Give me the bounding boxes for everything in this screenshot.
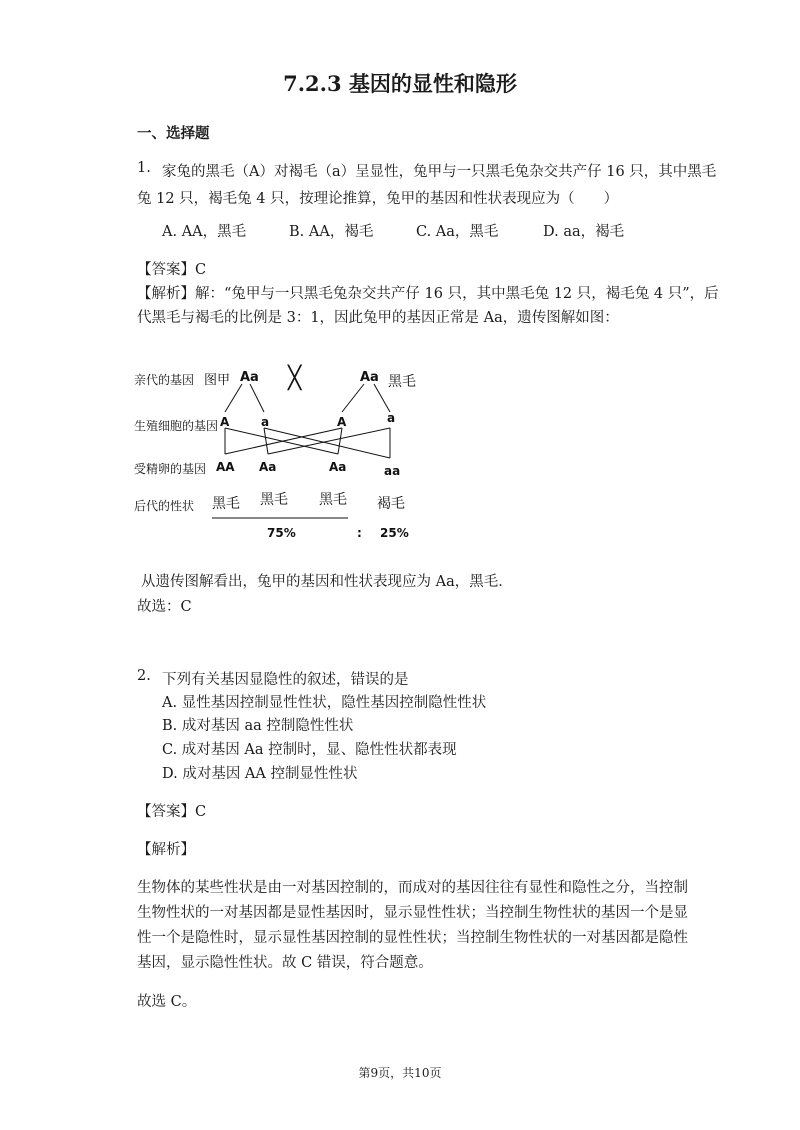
q2-analysis-line3: 性一个是隐性时，显示显性基因控制的显性性状；当控制生物性状的一对基因都是隐性 xyxy=(137,930,688,946)
page-footer: 第9页，共10页 xyxy=(358,1066,442,1080)
q1-option-d: D. aa，褐毛 xyxy=(543,224,625,240)
q1-answer: 【答案】C xyxy=(137,262,207,278)
parent-name-label: 图甲 xyxy=(204,373,231,388)
zygote-3: Aa xyxy=(329,460,347,474)
offspring-trait-2: 黑毛 xyxy=(260,492,288,508)
q1-analysis-line2: 代黑毛与褐毛的比例是 3：1，因此兔甲的基因正常是 Aa，遗传图解如图： xyxy=(137,310,619,326)
cross-symbol: ╳ xyxy=(288,366,302,391)
q1-option-b: B. AA，褐毛 xyxy=(289,224,374,240)
ratio-separator: : xyxy=(357,526,362,540)
genetic-diagram-svg xyxy=(128,358,428,548)
q1-choice: 故选：C xyxy=(137,599,192,615)
offspring-trait-3: 黑毛 xyxy=(319,492,347,508)
q2-analysis-line4: 基因，显示隐性性状。故 C 错误，符合题意。 xyxy=(137,955,433,971)
gamete-2: a xyxy=(261,415,270,429)
zygote-1: AA xyxy=(216,460,235,474)
q1-stem-line1: 家兔的黑毛（A）对褐毛（a）呈显性，兔甲与一只黑毛兔杂交共产仔 16 只，其中黑毛 xyxy=(162,164,717,180)
q1-stem-line2: 兔 12 只，褐毛兔 4 只，按理论推算，兔甲的基因和性状表现应为（ ） xyxy=(137,191,619,207)
zygote-4: aa xyxy=(384,464,401,478)
row-label-gametes: 生殖细胞的基因 xyxy=(134,419,219,433)
zygote-2: Aa xyxy=(259,460,277,474)
q2-analysis-line2: 生物性状的一对基因都是显性基因时，显示显性性状；当控制生物性状的基因一个是显 xyxy=(137,905,688,921)
q1-option-a: A. AA，黑毛 xyxy=(162,224,247,240)
gamete-4: a xyxy=(387,411,396,425)
q2-answer: 【答案】C xyxy=(137,804,207,820)
q2-analysis-title: 【解析】 xyxy=(137,842,195,858)
q2-choice: 故选 C。 xyxy=(137,994,197,1010)
parent1-genotype: Aa xyxy=(240,370,259,385)
offspring-trait-4: 褐毛 xyxy=(377,496,405,512)
q2-option-d: D. 成对基因 AA 控制显性性状 xyxy=(162,766,358,782)
parent2-trait: 黑毛 xyxy=(388,374,416,390)
q2-stem: 下列有关基因显隐性的叙述，错误的是 xyxy=(162,672,409,688)
row-label-parents: 亲代的基因 xyxy=(134,373,195,387)
row-label-zygotes: 受精卵的基因 xyxy=(134,462,207,476)
q2-option-b: B. 成对基因 aa 控制隐性性状 xyxy=(162,718,354,734)
parent2-genotype: Aa xyxy=(360,370,379,385)
q2-option-a: A. 显性基因控制显性性状，隐性基因控制隐性性状 xyxy=(162,695,487,711)
section-heading: 一、选择题 xyxy=(137,125,210,142)
row-label-traits: 后代的性状 xyxy=(134,499,195,513)
ratio-recessive: 25% xyxy=(380,526,409,540)
genetic-diagram xyxy=(128,358,428,548)
q1-conclusion: 从遗传图解看出，兔甲的基因和性状表现应为 Aa，黑毛． xyxy=(141,574,513,590)
page-title: 7.2.3 基因的显性和隐形 xyxy=(283,71,517,96)
q2-option-c: C. 成对基因 Aa 控制时，显、隐性性状都表现 xyxy=(162,742,457,758)
gamete-1: A xyxy=(220,415,230,429)
q2-analysis-line1: 生物体的某些性状是由一对基因控制的，而成对的基因往往有显性和隐性之分，当控制 xyxy=(137,880,688,896)
q2-number: 2. xyxy=(137,668,151,684)
q1-option-c: C. Aa，黑毛 xyxy=(416,224,499,240)
ratio-dominant: 75% xyxy=(267,526,296,540)
q1-analysis-line1: 【解析】解：“兔甲与一只黑毛兔杂交共产仔 16 只，其中黑毛兔 12 只，褐毛兔 4 只”，后 xyxy=(137,286,719,302)
q1-number: 1. xyxy=(137,160,151,176)
gamete-3: A xyxy=(337,415,347,429)
offspring-trait-1: 黑毛 xyxy=(212,496,240,512)
